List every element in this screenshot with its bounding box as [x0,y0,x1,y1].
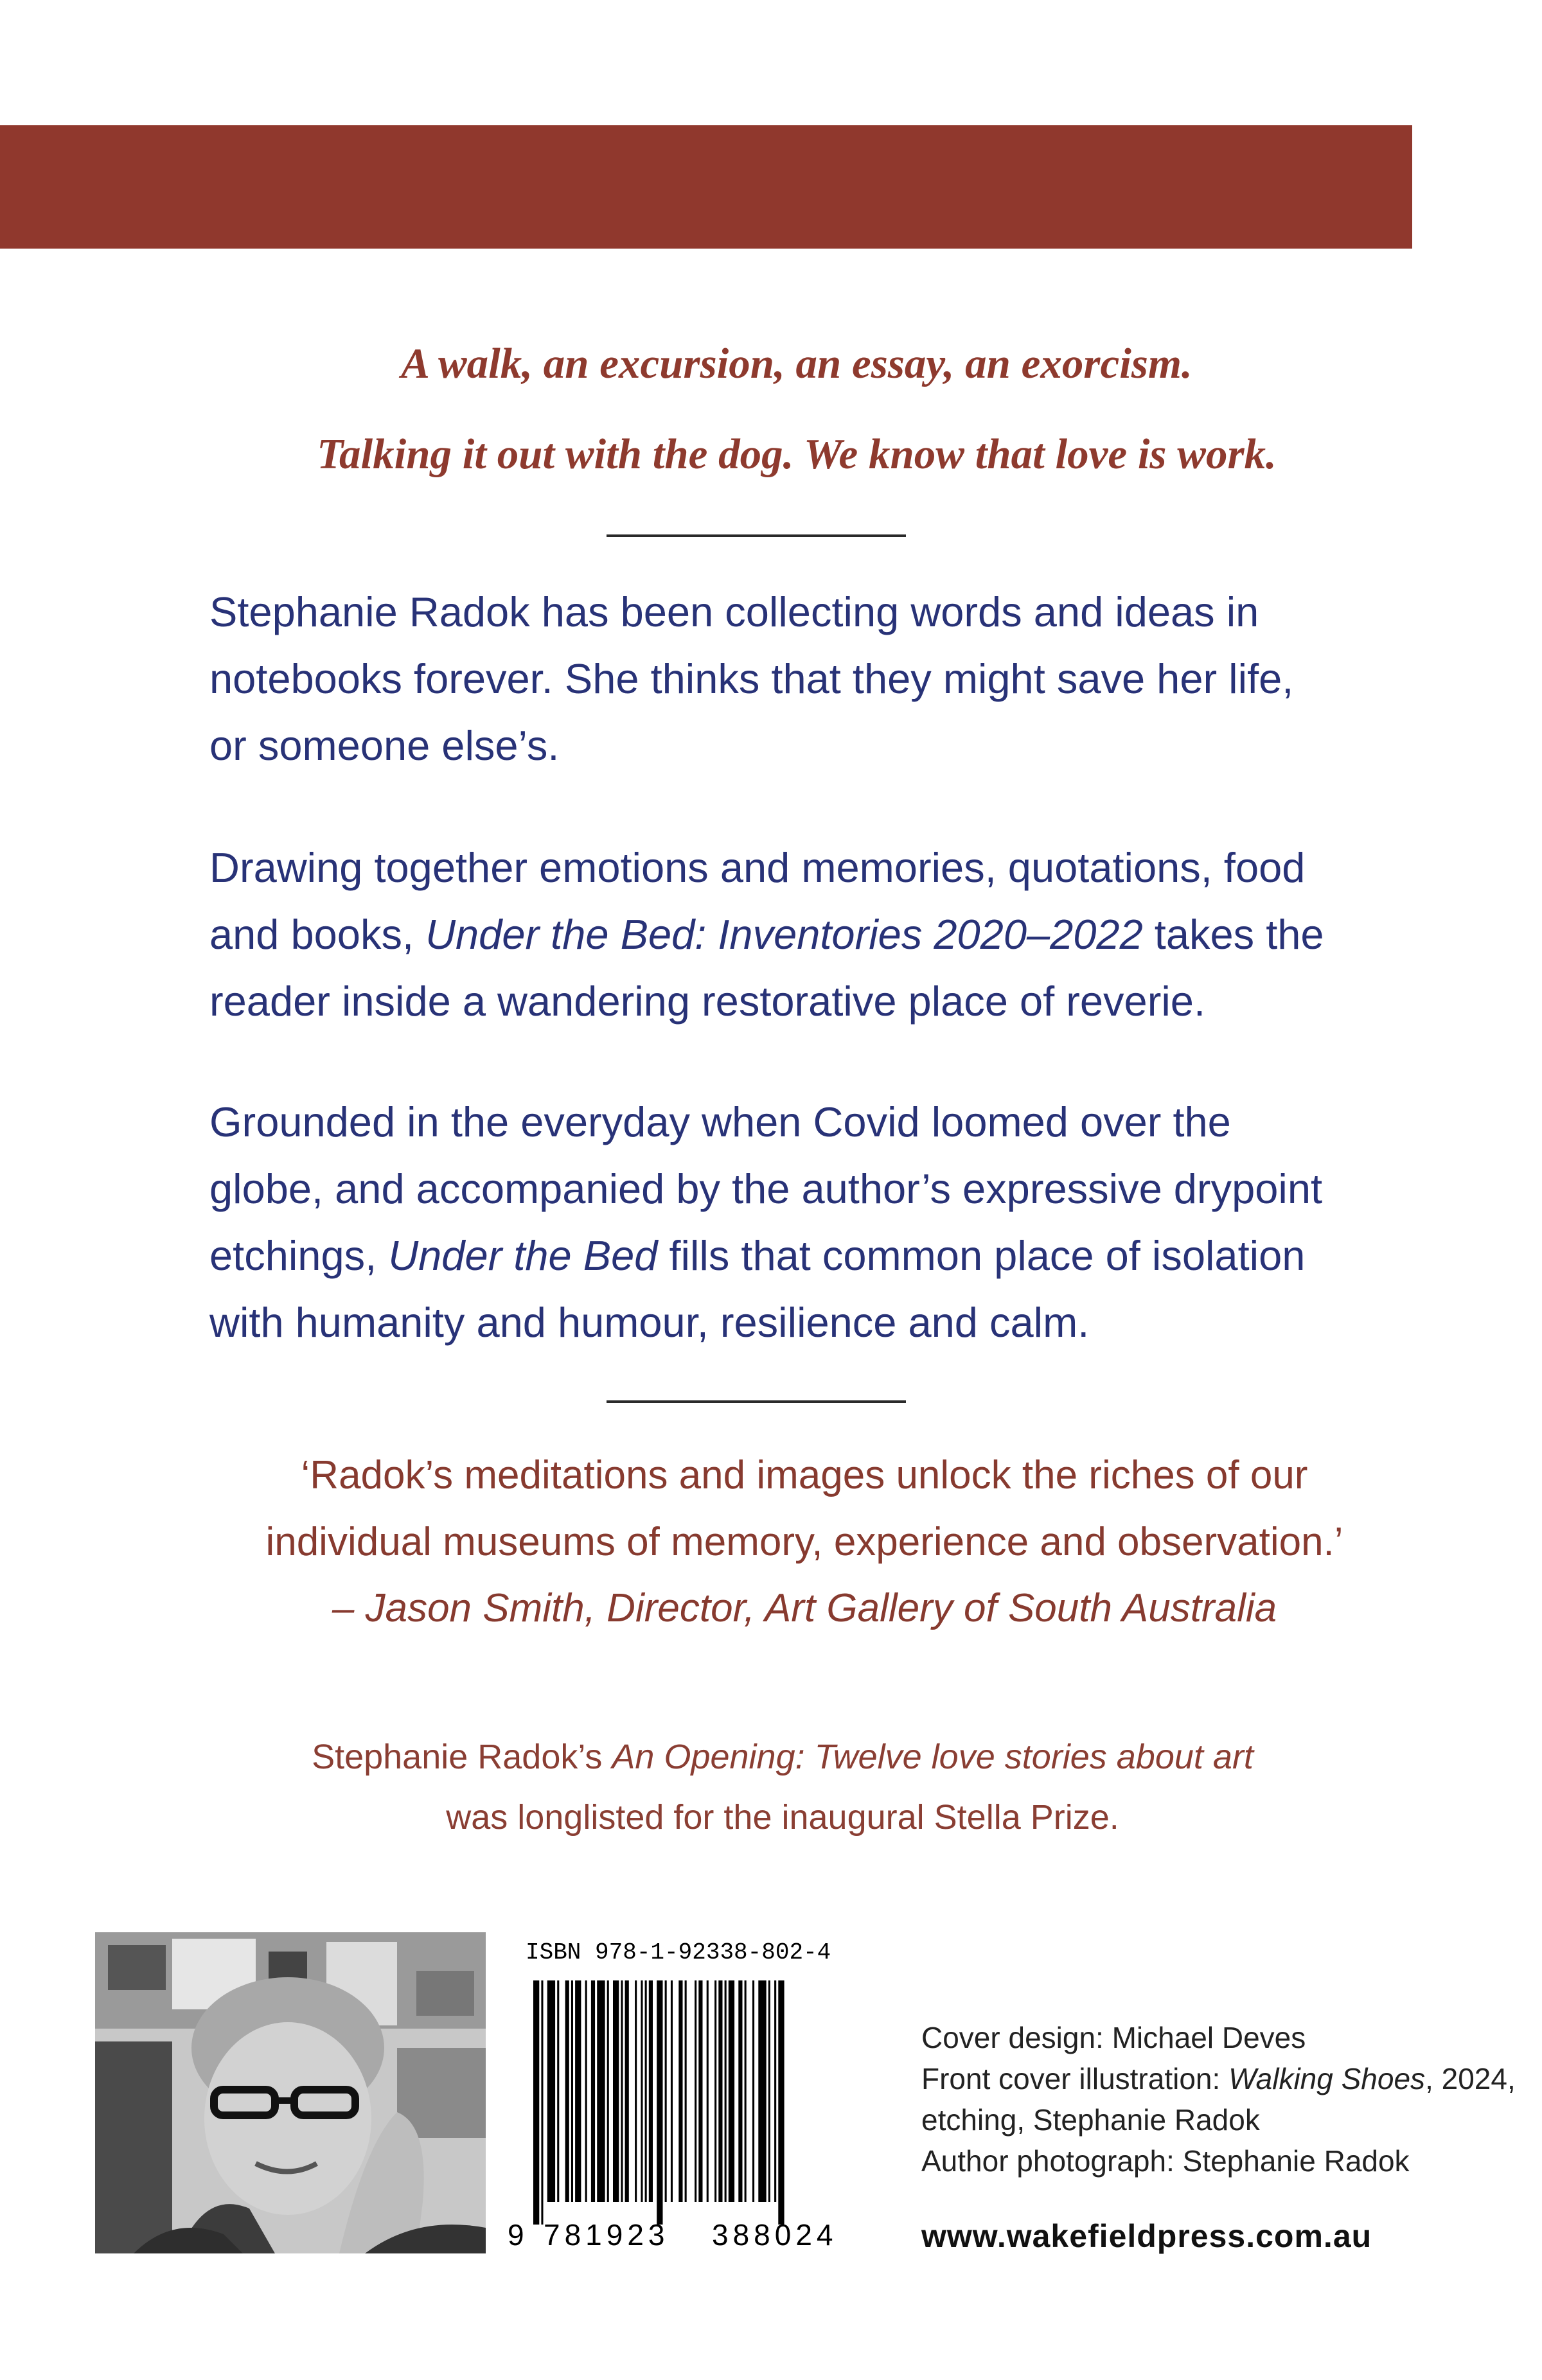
barcode-bar [625,1980,629,2202]
barcode-bar [685,1980,687,2202]
illustration-title: Walking Shoes [1228,2062,1426,2095]
header-color-bar [0,125,1412,249]
epigraph-line-1: A walk, an excursion, an essay, an exorcism. [401,340,1192,387]
barcode-bar [725,1980,727,2202]
barcode-bar [635,1980,637,2202]
barcode-bar [671,1980,673,2202]
barcode-digits-right: 388024 [712,2218,838,2252]
barcode-bar [557,1980,559,2202]
prize-note-line-1: Stephanie Radok’s An Opening: Twelve love stories about art [312,1738,1254,1776]
barcode-bar [621,1980,623,2202]
barcode-bar [758,1980,766,2202]
prize-note-line-2: was longlisted for the inaugural Stella Prize. [446,1798,1119,1837]
endorsement-quote-line-2: individual museums of memory, experience and observation.’ [265,1520,1343,1564]
barcode-bar [613,1980,619,2202]
divider-top [607,534,906,537]
barcode-bar [774,1980,776,2202]
barcode-bar [645,1980,647,2202]
credit-front-cover-line-2: etching, Stephanie Radok [921,2103,1260,2137]
barcode-bar [575,1980,581,2202]
epigraph-line-2: Talking it out with the dog. We know that love is work. [317,430,1277,478]
credit-author-photo: Author photograph: Stephanie Radok [921,2144,1410,2178]
blurb-p3-line-1: Grounded in the everyday when Covid loomed over the [209,1098,1231,1145]
barcode-bar [678,1980,682,2202]
credit-cover-design: Cover design: Michael Deves [921,2021,1306,2054]
barcode-bar [714,1980,716,2202]
barcode-bar [591,1980,595,2202]
author-photograph [95,1932,486,2253]
barcode-bar [585,1980,587,2202]
barcode-bar [745,1980,747,2202]
book-title: Under the Bed: Inventories 2020–2022 [425,911,1143,958]
blurb-paragraph-1 [209,579,1443,779]
barcode-bar [695,1980,696,2202]
barcode-bar [768,1980,770,2202]
previous-book-title: An Opening: Twelve love stories about art [612,1738,1254,1776]
publisher-website: www.wakefieldpress.com.au [921,2218,1372,2254]
blurb-p1-line-1: Stephanie Radok has been collecting words and ideas in [209,588,1259,635]
barcode-bar [649,1980,653,2202]
blurb-p2-line-3: reader inside a wandering restorative place of reverie. [209,978,1206,1025]
barcode-bar [541,1980,543,2225]
blurb-p3-line-4: with humanity and humour, resilience and calm. [209,1299,1090,1346]
blurb-p2-line-1: Drawing together emotions and memories, quotations, food [209,844,1306,891]
blurb-p3-line-3: etchings, Under the Bed fills that common place of isolation [209,1232,1306,1279]
blurb-p1-line-2: notebooks forever. She thinks that they might save her life, [209,655,1294,702]
divider-bottom [607,1400,906,1403]
barcode-bar [533,1980,539,2225]
barcode-digit-first: 9 [508,2218,524,2252]
blurb-p3-line-2: globe, and accompanied by the author’s expressive drypoint [209,1165,1323,1212]
barcode-bar [698,1980,702,2202]
credits-block [921,2017,1516,2182]
barcode-bar [641,1980,642,2202]
credit-front-cover: Front cover illustration: Walking Shoes, 2024, [921,2062,1516,2095]
barcode-bar [571,1980,573,2202]
barcode-bar [565,1980,569,2202]
barcode-bar [707,1980,709,2202]
endorsement-quote-line-1: ‘Radok’s meditations and images unlock the riches of our [301,1453,1308,1497]
blurb-paragraph-2 [209,834,1443,1035]
blurb-paragraph-3 [209,1089,1443,1356]
book-title-short: Under the Bed [388,1232,658,1279]
blurb-p2-line-2: and books, Under the Bed: Inventories 2020–2022 takes the [209,911,1324,958]
barcode-bar [738,1980,742,2202]
barcode-bar [778,1980,784,2225]
barcode-bar [718,1980,722,2202]
barcode-digits-left: 781923 [544,2218,669,2252]
isbn-label: ISBN 978-1-92338-802-4 [526,1939,831,1966]
barcode-bar [752,1980,754,2202]
barcode-bar [665,1980,667,2202]
barcode-digits [508,2217,880,2256]
barcode-bar [607,1980,609,2202]
barcode-bar [597,1980,605,2202]
barcode-bar [657,1980,662,2225]
barcode-bar [547,1980,555,2202]
barcode [533,1980,874,2225]
barcode-bar [729,1980,734,2202]
blurb-p1-line-3: or someone else’s. [209,722,560,769]
endorsement-attribution: – Jason Smith, Director, Art Gallery of South Australia [332,1586,1277,1630]
